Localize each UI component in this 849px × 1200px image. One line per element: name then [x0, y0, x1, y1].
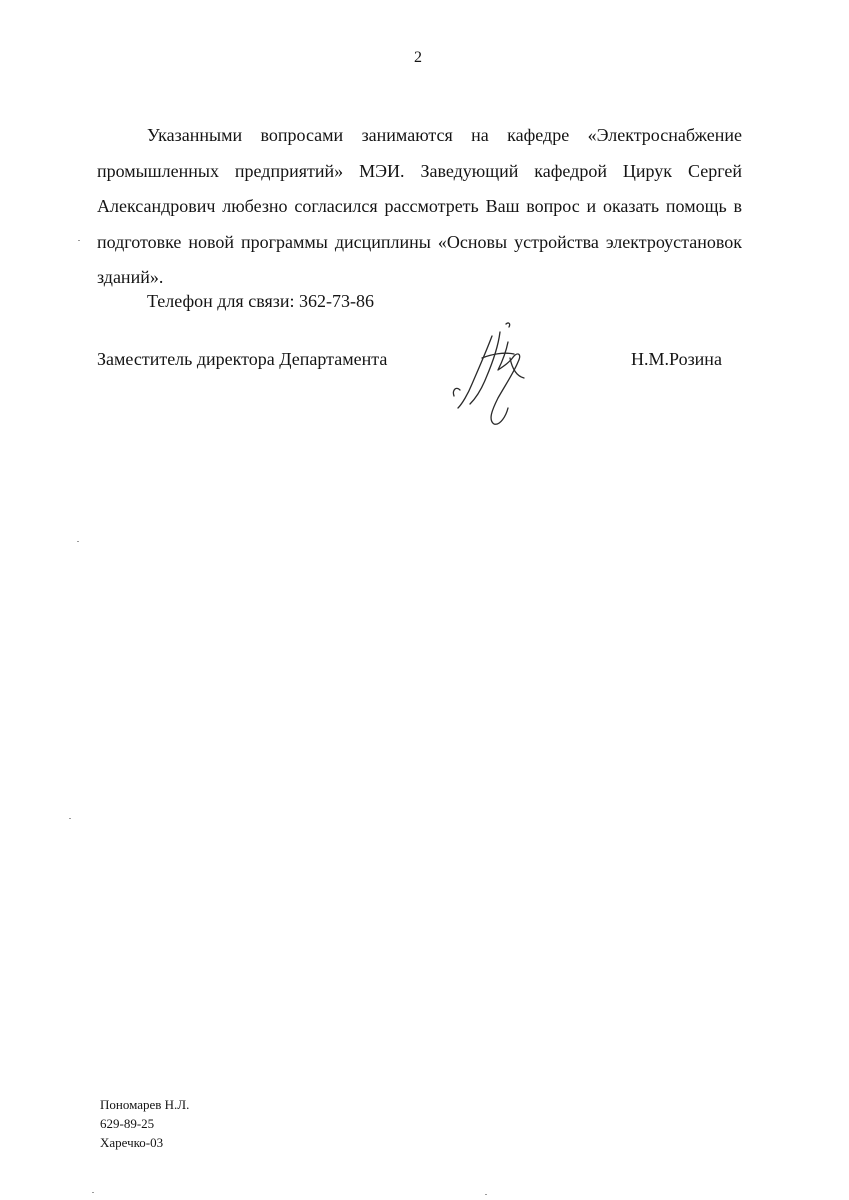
executor-name: Пономарев Н.Л.	[100, 1097, 190, 1112]
executor-footer	[100, 1095, 189, 1152]
file-reference: Харечко-03	[100, 1135, 164, 1150]
scan-speck	[485, 1194, 487, 1195]
signer-title: Заместитель директора Департамента	[97, 349, 388, 369]
scan-speck	[69, 818, 71, 819]
contact-phone-line: Телефон для связи: 362-73-86	[147, 291, 374, 311]
handwritten-signature	[448, 318, 538, 430]
letter-body	[97, 118, 742, 296]
signer-name: Н.М.Розина	[631, 349, 722, 369]
letter-paragraph: Указанными вопросами занимаются на кафедре «Электроснабжение промышленных предприятий» МЭИ. Заведующий кафедрой Цирук Сергей Александрович любезно согласился рассмотреть Ваш вопрос и оказать помощь в подготовке новой программы дисциплины «Основы устройства электроустановок зданий».	[97, 125, 742, 287]
scan-speck	[78, 240, 80, 241]
scan-speck	[77, 541, 79, 542]
page-number: 2	[414, 49, 422, 66]
executor-phone: 629-89-25	[100, 1116, 155, 1131]
scan-speck	[92, 1192, 94, 1193]
